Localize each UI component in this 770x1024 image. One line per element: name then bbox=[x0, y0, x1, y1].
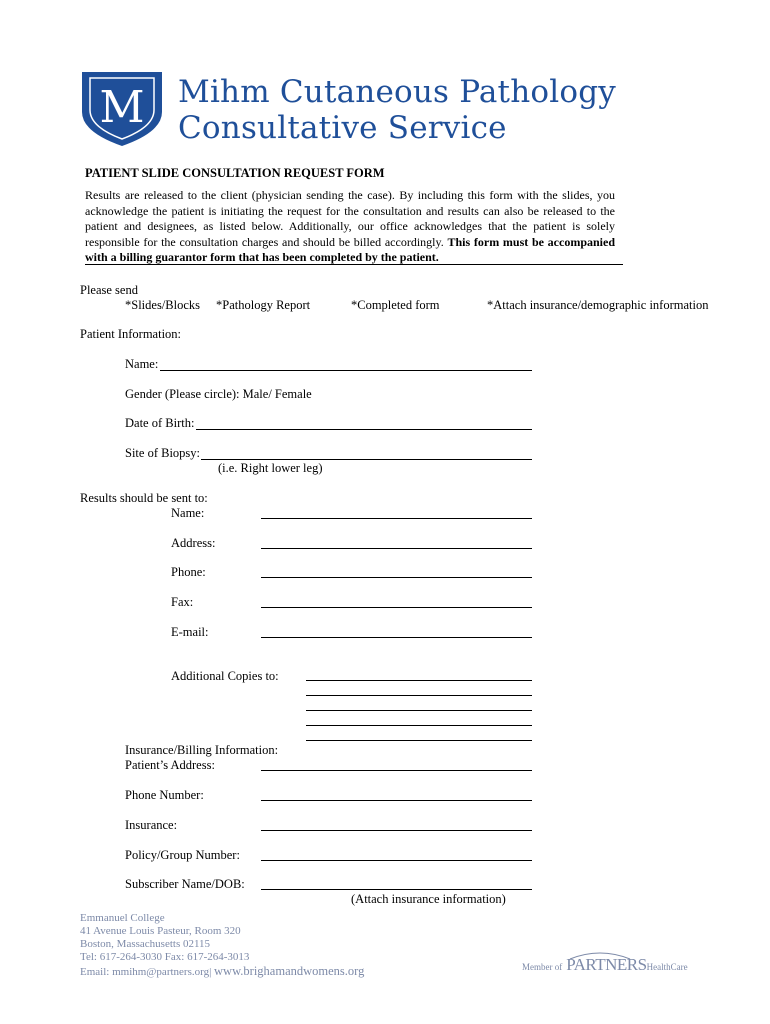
insurance-field[interactable] bbox=[261, 830, 532, 831]
policy-number-label: Policy/Group Number: bbox=[125, 848, 240, 862]
footer-email[interactable]: Email: mmihm@partners.org bbox=[80, 966, 210, 978]
additional-copies-field-2[interactable] bbox=[306, 695, 532, 696]
biopsy-site-label: Site of Biopsy: bbox=[125, 446, 201, 460]
shield-logo-icon bbox=[80, 70, 164, 148]
footer-contact bbox=[80, 964, 364, 979]
results-fax-field[interactable] bbox=[261, 607, 532, 608]
intro-text: Results are released to the client (physician sending the case). By including this form with the slides, you acknowledge the patient is initiating the request for the consultation and results can also be released to the patient and designees, as listed below. Additionally, our office acknowledges that the patient is solely responsible for the consultation charges and should be billed accordingly. bbox=[85, 188, 615, 249]
results-phone-label: Phone: bbox=[171, 565, 206, 579]
insurance-heading: Insurance/Billing Information: bbox=[125, 743, 279, 757]
subscriber-field[interactable] bbox=[261, 889, 532, 890]
footer-line2: 41 Avenue Louis Pasteur, Room 320 bbox=[80, 925, 241, 937]
footer-line4: Tel: 617-264-3030 Fax: 617-264-3013 bbox=[80, 951, 250, 963]
insurance-label: Insurance: bbox=[125, 818, 178, 832]
please-send-label: Please send bbox=[80, 283, 138, 297]
results-email-label: E-mail: bbox=[171, 625, 209, 639]
logo-letter: M bbox=[99, 82, 145, 133]
results-fax-label: Fax: bbox=[171, 595, 194, 609]
dob-field[interactable] bbox=[196, 429, 532, 430]
additional-copies-field-4[interactable] bbox=[306, 725, 532, 726]
results-phone-field[interactable] bbox=[261, 577, 532, 578]
patient-name-field[interactable] bbox=[160, 370, 532, 371]
attach-insurance-note: (Attach insurance information) bbox=[351, 892, 506, 906]
patient-info-heading: Patient Information: bbox=[80, 327, 182, 341]
dob-label: Date of Birth: bbox=[125, 416, 195, 430]
results-address-label: Address: bbox=[171, 536, 216, 550]
subscriber-label: Subscriber Name/DOB: bbox=[125, 877, 245, 891]
form-title: PATIENT SLIDE CONSULTATION REQUEST FORM bbox=[85, 166, 385, 180]
phone-number-label: Phone Number: bbox=[125, 788, 204, 802]
gender-label: Gender (Please circle): Male/ Female bbox=[125, 387, 312, 401]
send-item-slides: *Slides/Blocks bbox=[125, 298, 201, 312]
intro-bold-text: This form must be accompanied with a billing guarantor form that has been completed by the patient. bbox=[85, 234, 616, 265]
additional-copies-label: Additional Copies to: bbox=[171, 669, 279, 683]
additional-copies-field-1[interactable] bbox=[306, 680, 532, 681]
partners-name: PARTNERS bbox=[566, 955, 647, 974]
partners-healthcare: HealthCare bbox=[646, 962, 688, 972]
footer-line1: Emmanuel College bbox=[80, 912, 165, 924]
logo-title-line2: Consultative Service bbox=[178, 110, 507, 146]
additional-copies-field-5[interactable] bbox=[306, 740, 532, 741]
results-name-field[interactable] bbox=[261, 518, 532, 519]
results-heading: Results should be sent to: bbox=[80, 491, 208, 505]
footer-website-link[interactable]: www.brighamandwomens.org bbox=[214, 964, 365, 978]
results-name-label: Name: bbox=[171, 506, 205, 520]
additional-copies-field-3[interactable] bbox=[306, 710, 532, 711]
partners-arc-icon bbox=[568, 950, 632, 960]
biopsy-site-hint: (i.e. Right lower leg) bbox=[218, 461, 323, 475]
results-address-field[interactable] bbox=[261, 548, 532, 549]
policy-number-field[interactable] bbox=[261, 860, 532, 861]
logo-title bbox=[178, 74, 616, 146]
patient-name-label: Name: bbox=[125, 357, 159, 371]
biopsy-site-field[interactable] bbox=[201, 459, 532, 460]
partners-member-of: Member of bbox=[522, 962, 563, 972]
footer-line3: Boston, Massachusetts 02115 bbox=[80, 938, 211, 950]
intro-paragraph bbox=[85, 188, 615, 266]
logo-title-line1: Mihm Cutaneous Pathology bbox=[178, 74, 616, 110]
footer-separator: | bbox=[209, 966, 212, 978]
send-item-pathology-report: *Pathology Report bbox=[216, 298, 311, 312]
send-item-attach-insurance: *Attach insurance/demographic information bbox=[487, 298, 709, 312]
send-item-completed-form: *Completed form bbox=[351, 298, 440, 312]
phone-number-field[interactable] bbox=[261, 800, 532, 801]
divider bbox=[85, 264, 623, 265]
patient-address-label: Patient’s Address: bbox=[125, 758, 215, 772]
patient-address-field[interactable] bbox=[261, 770, 532, 771]
results-email-field[interactable] bbox=[261, 637, 532, 638]
